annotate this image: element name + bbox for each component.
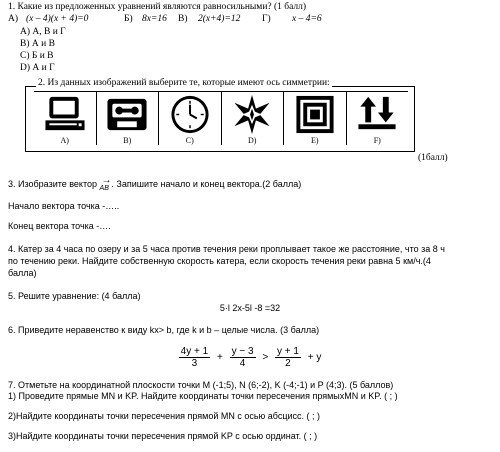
q6-tail: + y — [307, 352, 322, 363]
q1-text: 1. Какие из предложенных уравнений являются равносильными? (1 балл) — [8, 2, 307, 12]
q1-option-a-expr: (x – 4)(x + 4)=0 — [26, 14, 89, 24]
q6-frac2-numerator: y − 3 — [231, 346, 254, 357]
cassette-icon — [103, 93, 151, 136]
q4-line1: 4. Катер за 4 часа по озеру и за 5 часа против течения реки проплывает такое же расстояние, что за 8 ч — [8, 244, 445, 254]
q1-answer-a[interactable]: А) А, В и Г — [20, 27, 66, 37]
q1-answer-b[interactable]: В) А и В — [20, 39, 55, 49]
q2-cell-c[interactable] — [158, 92, 221, 145]
computer-icon — [41, 93, 89, 136]
q6-frac1-numerator: 4y + 1 — [180, 346, 209, 357]
q7-step3: 3)Найдите координаты точки пересечения прямой KP с осью ординат. ( ; ) — [8, 431, 318, 441]
q3-text — [8, 179, 301, 194]
q1-answer-c[interactable]: С) Б и В — [20, 51, 54, 61]
q6-frac3-numerator: y + 1 — [276, 346, 299, 357]
q2-cell-b[interactable] — [96, 92, 159, 145]
q7-step2: 2)Найдите координаты точки пересечения прямой MN с осью абсцисс. ( ; ) — [8, 411, 321, 421]
q6-inequality — [0, 346, 500, 369]
q6-greater-than: > — [262, 352, 269, 363]
q1-options — [8, 14, 488, 25]
q5-equation: 5·l 2x-5l -8 =32 — [219, 303, 281, 313]
q6-frac1-denominator: 3 — [191, 358, 198, 369]
q1-option-c-expr: 2(x+4)=12 — [198, 14, 241, 24]
q3-end: Конец вектора точка -…. — [8, 221, 111, 231]
arrows-bar-icon — [353, 93, 401, 136]
q2-images-table — [34, 92, 408, 145]
q2-label-f: F) — [373, 136, 381, 145]
q2-cell-d[interactable] — [221, 92, 284, 145]
q6-frac2-denominator: 4 — [239, 358, 246, 369]
q1-option-b-expr: 8x=16 — [142, 14, 167, 24]
q6-fraction-2 — [230, 346, 256, 369]
q3-start: Начало вектора точка -….. — [8, 201, 120, 211]
q2-text: 2. Из данных изображений выберите те, которые имеют ось симметрии: — [38, 78, 330, 88]
q2-cell-f[interactable] — [346, 92, 409, 145]
q2-cell-a[interactable] — [34, 92, 96, 145]
concentric-squares-icon — [291, 93, 339, 136]
q1-option-b-label: Б) — [124, 14, 133, 24]
q7-step1: 1) Проведите прямые MN и KP. Найдите координаты точки пересечения прямыхMN и KP. ( ; ) — [8, 391, 398, 401]
q6-frac3-denominator: 2 — [285, 358, 291, 369]
q1-option-d-label: Г) — [262, 14, 271, 24]
q2-cell-e[interactable] — [283, 92, 346, 145]
star-icon — [228, 93, 276, 136]
q2-label-b: B) — [123, 136, 132, 145]
q2-label-c: C) — [185, 136, 194, 145]
q3-text-pre: 3. Изобразите вектор — [8, 179, 98, 189]
q2-label-e: E) — [310, 136, 319, 145]
q6-text: 6. Приведите неравенство к виду kx> b, где k и b – целые числа. (3 балла) — [8, 325, 320, 335]
q1-option-d-expr: x – 4=6 — [292, 14, 322, 24]
q2-label-d: D) — [248, 136, 257, 145]
q6-fraction-1 — [179, 346, 211, 369]
q1-option-c-label: В) — [178, 14, 188, 24]
q7-text: 7. Отметьте на координатной плоскости точки M (-1;5), N (6;-2), K (-4;-1) и P (4;3). (5 баллов) — [8, 380, 394, 390]
q3-vector: → AB — [100, 183, 109, 194]
q4-line2: по течению реки. Найдите собственную скорость катера, если скорость течения реки равна 5 км/ч.(4 — [8, 256, 431, 266]
q5-text: 5. Решите уравнение: (4 балла) — [8, 291, 141, 301]
q2-label-a: A) — [60, 136, 69, 145]
q4-line3: балла) — [8, 268, 37, 278]
q6-plus: + — [216, 352, 223, 363]
q1-answer-d[interactable]: D) А и Г — [20, 63, 55, 73]
clock-icon — [166, 93, 214, 136]
q6-fraction-3 — [275, 346, 301, 369]
q1-option-a-label: А) — [8, 14, 19, 24]
q2-points: (1балл) — [418, 153, 448, 163]
q3-text-post: . Запишите начало и конец вектора.(2 балла) — [111, 179, 302, 189]
